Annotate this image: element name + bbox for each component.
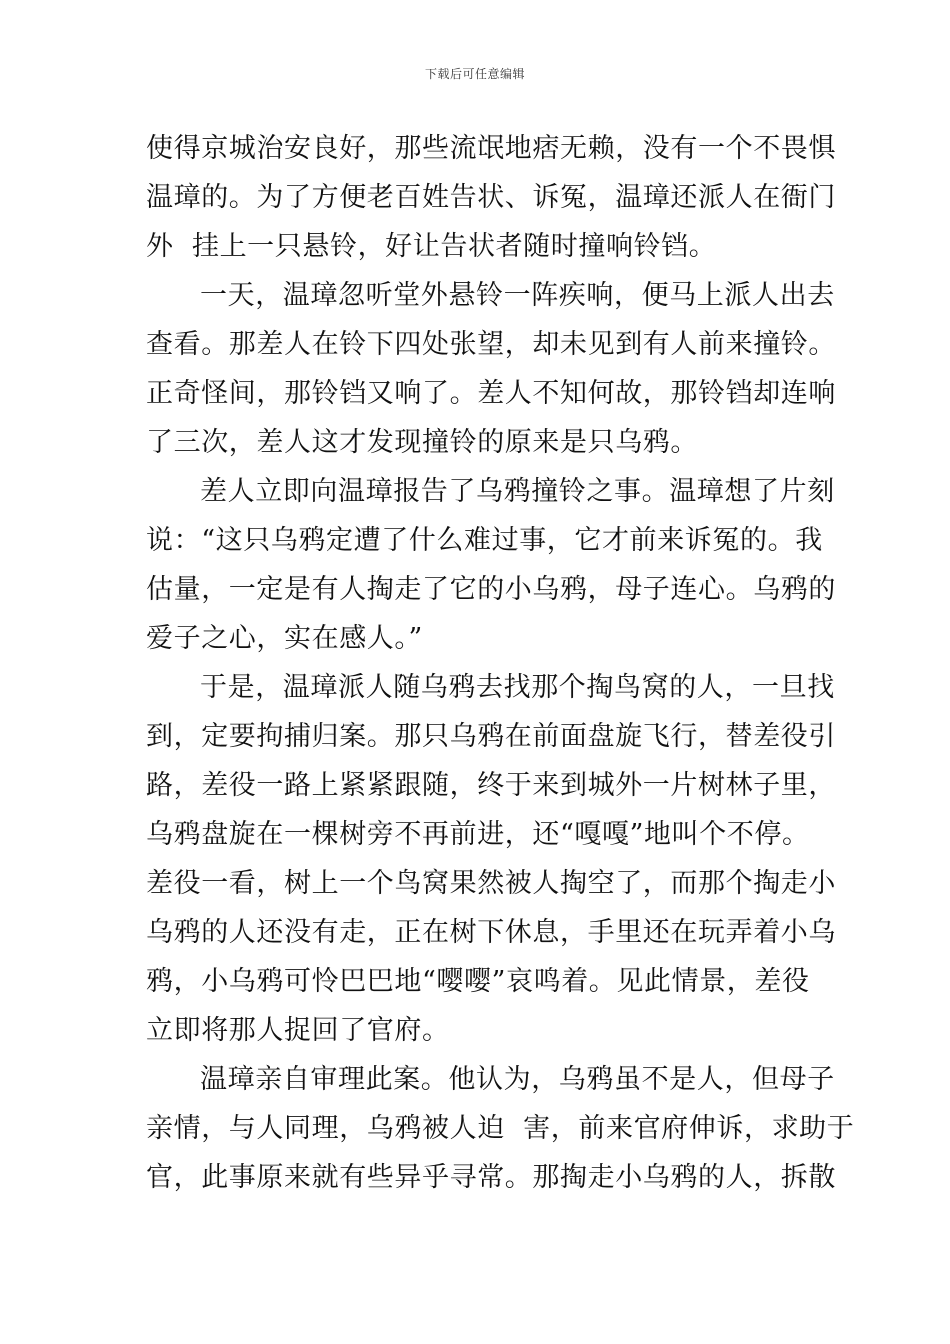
text-line: 立即将那人捉回了官府。	[146, 1015, 450, 1046]
body-text	[146, 124, 855, 1202]
text-line: 了三次，差人这才发现撞铃的原来是只乌鸦。	[146, 427, 698, 458]
header-note: 下载后可任意编辑	[424, 67, 525, 81]
text-line: 路，差役一路上紧紧跟随，终于来到城外一片树林子里，	[146, 770, 836, 801]
text-line: 到，定要拘捕归案。那只乌鸦在前面盘旋飞行，替差役引	[146, 721, 836, 752]
text-line: 鸦，小乌鸦可怜巴巴地“嘤嘤”哀鸣着。见此情景，差役	[146, 966, 810, 997]
text-line: 乌鸦盘旋在一棵树旁不再前进，还“嘎嘎”地叫个不停。	[146, 819, 810, 850]
text-line: 爱子之心，实在感人。”	[146, 623, 423, 654]
text-line: 查看。那差人在铃下四处张望，却未见到有人前来撞铃。	[146, 329, 836, 360]
text-line: 温璋的。为了方便老百姓告状、诉冤，温璋还派人在衙门	[146, 182, 836, 213]
text-line: 差役一看，树上一个鸟窝果然被人掏空了，而那个掏走小	[146, 868, 836, 899]
text-line: 使得京城治安良好，那些流氓地痞无赖，没有一个不畏惧	[146, 133, 836, 164]
text-line: 说：“这只乌鸦定遭了什么难过事，它才前来诉冤的。我	[146, 525, 823, 556]
text-line: 估量，一定是有人掏走了它的小乌鸦，母子连心。乌鸦的	[146, 574, 836, 605]
paragraph-first-line: 于是，温璋派人随乌鸦去找那个掏鸟窝的人，一旦找	[200, 672, 835, 703]
paragraph-first-line: 差人立即向温璋报告了乌鸦撞铃之事。温璋想了片刻	[200, 476, 835, 507]
text-line: 正奇怪间，那铃铛又响了。差人不知何故，那铃铛却连响	[146, 378, 836, 409]
text-line: 官，此事原来就有些异乎寻常。那掏走小乌鸦的人，拆散	[146, 1162, 836, 1193]
text-line: 乌鸦的人还没有走，正在树下休息，手里还在玩弄着小乌	[146, 917, 836, 948]
paragraph-first-line: 一天，温璋忽听堂外悬铃一阵疾响，便马上派人出去	[200, 280, 835, 311]
text-line: 外 挂上一只悬铃，好让告状者随时撞响铃铛。	[146, 231, 717, 262]
text-line: 亲情，与人同理，乌鸦被人迫 害，前来官府伸诉，求助于	[146, 1113, 855, 1144]
paragraph-first-line: 温璋亲自审理此案。他认为，乌鸦虽不是人，但母子	[200, 1064, 835, 1095]
